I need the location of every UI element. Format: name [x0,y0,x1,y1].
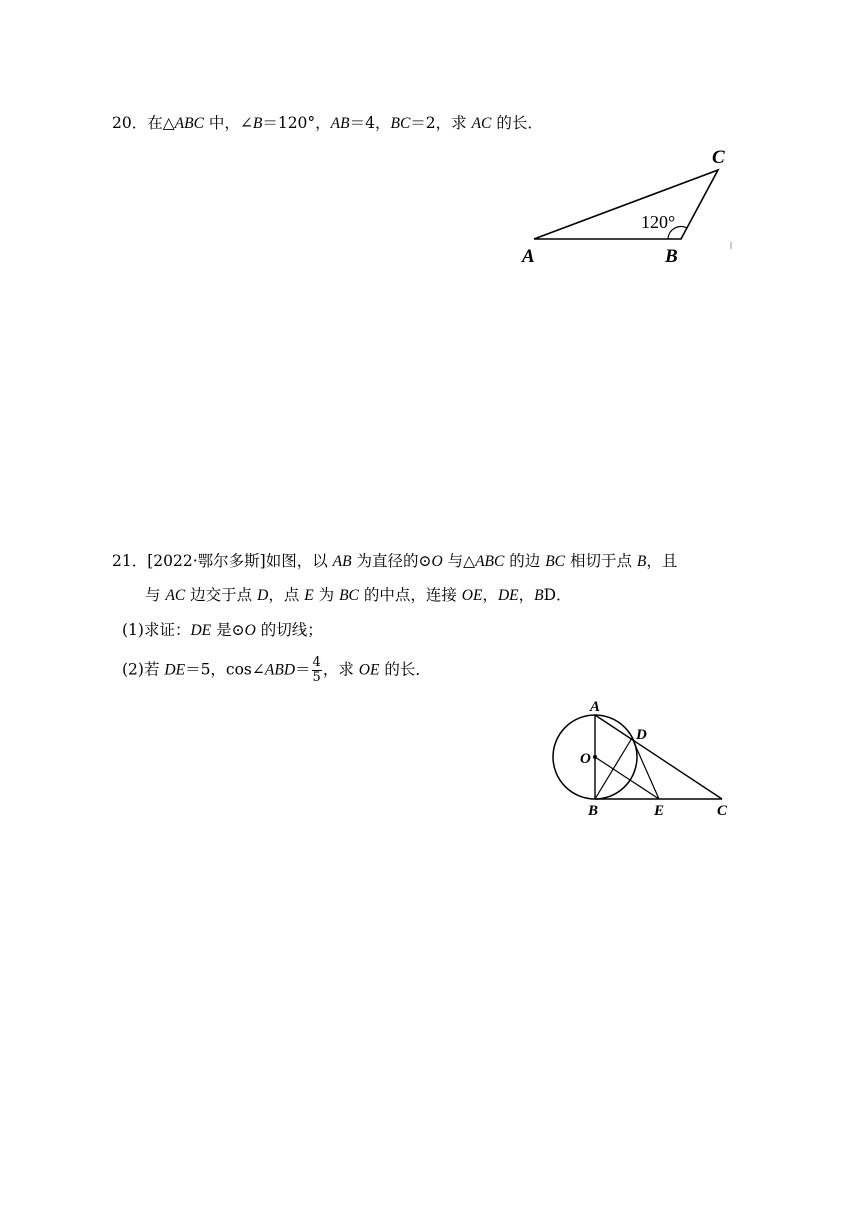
point-label-e: E [654,803,665,819]
problem-number: 20． [112,114,148,132]
segment-ac [595,715,722,799]
point-label-a: A [590,699,601,715]
center-point-o [593,755,597,759]
problem-number: 21． [112,552,148,570]
problem-20-statement: 20．在△ABC 中，∠B＝120°，AB＝4，BC＝2，求 AC 的长． [112,114,543,132]
vertex-label-b: B [665,246,678,267]
vertex-label-a: A [522,246,535,267]
vertex-label-c: C [712,147,725,168]
point-label-c: C [717,803,728,819]
fraction-four-fifths: $\frac{4}{5}$ [312,655,321,685]
point-label-o: O [580,751,591,767]
problem-21-part-2: (2)若 DE＝5，cos∠ABD＝ $\frac{4}{5}$ ，求 OE 的长． [122,655,431,685]
problem-21-part-1: (1)求证：DE 是⊙O 的切线； [122,621,323,639]
angle-label: 120° [641,212,676,232]
problem-21-statement-line1: 21．[2022·鄂尔多斯]如图，以 AB 为直径的⊙O 与△ABC 的边 BC 相切于点 B，且 [112,552,678,570]
problem-21-statement-line2: 与 AC 边交于点 D，点 E 为 BC 的中点，连接 OE，DE，BD． [145,586,572,604]
point-label-d: D [636,727,647,743]
point-label-b: B [588,803,599,819]
